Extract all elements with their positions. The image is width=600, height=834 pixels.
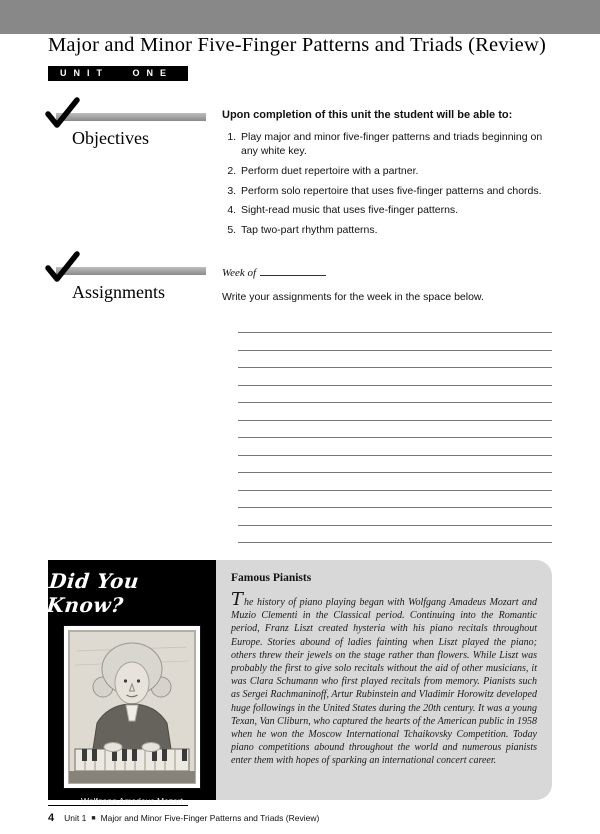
assignment-line bbox=[238, 491, 552, 509]
assignment-line bbox=[238, 403, 552, 421]
unit-banner-label: UNIT ONE bbox=[60, 68, 174, 78]
unit-banner bbox=[48, 66, 188, 81]
assignments-instruction: Write your assignments for the week in the space below. bbox=[222, 290, 484, 303]
week-of-blank bbox=[260, 265, 326, 276]
objectives-intro: Upon completion of this unit the student will be able to: bbox=[222, 109, 513, 121]
objectives-marker bbox=[48, 113, 222, 149]
page-number: 4 bbox=[48, 812, 55, 824]
assignments-marker bbox=[48, 267, 222, 303]
week-of-label: Week of bbox=[222, 266, 257, 279]
mozart-portrait bbox=[63, 625, 201, 789]
assignment-line bbox=[238, 526, 552, 544]
objectives-section bbox=[48, 107, 552, 243]
article-body: he history of piano playing began with Wolfgang Amadeus Mozart and Muzio Clementi in the Classical period. Continuing into the Romantic period, Franz Liszt created hysteria with his piano recitals throughout Europe. Stories abound of ladies fainting when Liszt played the piano; others threw their jewels on the stage rather than flowers. While Liszt was probably the first to give solo recitals without the aid of other musicians, it was Clara Schumann who first played recitals from memory. Pianists such as Sergei Rachmaninoff, Artur Rubinstein and Vladimir Horowitz developed huge followings in the United States during the 20th century. It was a young Texan, Van Cliburn, who captured the hearts of the American public in 1958 when he won the Moscow International Tchaikovsky Competition. Today piano competitions abound throughout the world and numerous pianists enter them with hopes of sparking an international concert career. bbox=[231, 597, 537, 767]
assignment-line bbox=[238, 456, 552, 474]
did-you-know-heading: Did You Know? bbox=[45, 569, 141, 618]
square-bullet-icon: ■ bbox=[91, 814, 96, 822]
footer-rule bbox=[48, 805, 188, 806]
page-title: Major and Minor Five-Finger Patterns and Triads (Review) bbox=[48, 34, 547, 56]
footer-chapter-title: Major and Minor Five-Finger Patterns and Triads (Review) bbox=[100, 813, 320, 823]
footer-unit-label: Unit 1 bbox=[64, 813, 87, 823]
assignment-lines bbox=[238, 316, 552, 544]
article-text bbox=[231, 591, 537, 767]
checkmark-icon bbox=[45, 251, 81, 283]
assignment-line bbox=[238, 438, 552, 456]
objective-item: 4. Sight-read music that uses five-finger patterns. bbox=[239, 203, 552, 217]
assignments-left-column bbox=[48, 261, 222, 544]
assignment-line bbox=[238, 421, 552, 439]
did-you-know-sidebar bbox=[45, 560, 216, 807]
objective-item: 2. Perform duet repertoire with a partner. bbox=[239, 164, 552, 178]
objectives-list bbox=[224, 130, 552, 237]
assignments-section bbox=[48, 261, 552, 544]
week-of-line bbox=[222, 261, 552, 279]
assignment-line bbox=[238, 351, 552, 369]
assignment-line bbox=[238, 508, 552, 526]
objective-item: 1. Play major and minor five-finger patterns and triads beginning on any white key. bbox=[239, 130, 552, 158]
assignment-line bbox=[238, 333, 552, 351]
objectives-label: Objectives bbox=[72, 128, 149, 148]
assignment-line bbox=[238, 316, 552, 334]
checkmark-icon bbox=[45, 97, 81, 129]
assignments-label: Assignments bbox=[72, 281, 166, 302]
footer-text bbox=[48, 812, 552, 824]
assignments-content bbox=[222, 261, 552, 544]
objective-item: 3. Perform solo repertoire that uses five-finger patterns and chords. bbox=[239, 184, 552, 198]
mozart-portrait-illustration bbox=[69, 631, 195, 783]
article-title: Famous Pianists bbox=[231, 572, 312, 585]
objective-item: 5. Tap two-part rhythm patterns. bbox=[239, 223, 552, 237]
drop-cap: T bbox=[231, 589, 244, 611]
portrait-caption: Wolfgang Amadeus Mozart bbox=[81, 796, 183, 807]
page-footer bbox=[48, 805, 552, 824]
objectives-content bbox=[222, 107, 552, 243]
objectives-left-column bbox=[48, 107, 222, 243]
assignment-line bbox=[238, 473, 552, 491]
textbook-page bbox=[0, 34, 600, 834]
did-you-know-article bbox=[216, 560, 552, 800]
did-you-know-box bbox=[45, 560, 552, 807]
assignment-line bbox=[238, 368, 552, 386]
assignment-line bbox=[238, 386, 552, 404]
